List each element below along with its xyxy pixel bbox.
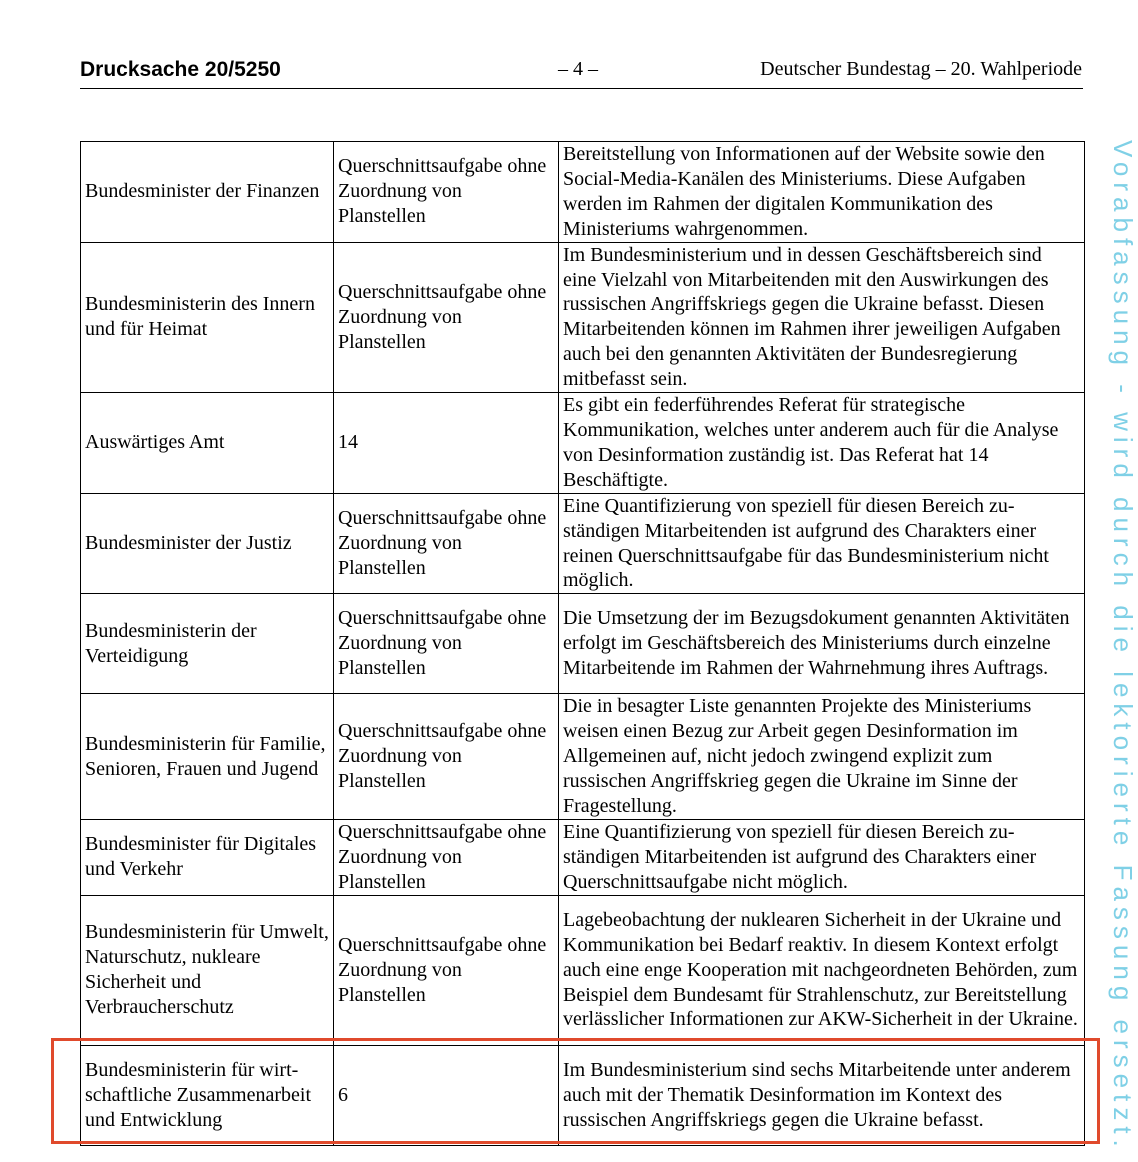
staff-cell: 6	[334, 1045, 559, 1145]
description-cell: Im Bundesministerium sind sechs Mitarbeitende unter anderem auch mit der Thematik Desinformation im Kontext des russischen Angriffskriegs gegen die Ukraine befasst.	[559, 1045, 1085, 1145]
ministry-cell: Auswärtiges Amt	[81, 393, 334, 494]
description-cell: Eine Quantifizierung von speziell für diesen Bereich zuständigen Mitarbeitenden ist aufgrund des Charakters einer reinen Querschnittsaufgabe für das Bundesministerium nicht möglich.	[559, 493, 1085, 594]
table-row	[81, 1045, 1085, 1145]
institution-label: Deutscher Bundestag – 20. Wahlperiode	[760, 58, 1082, 80]
ministry-cell: Bundesministerin für wirtschaftliche Zusammenarbeit und Entwicklung	[81, 1045, 334, 1145]
header-rule	[80, 88, 1083, 89]
description-cell: Die Umsetzung der im Bezugsdokument genannten Aktivitäten erfolgt im Geschäftsbereich des Ministeriums durch einzelne Mitarbeitende im Rahmen der Wahrnehmung ihres Auftrags.	[559, 594, 1085, 694]
staff-cell: Querschnittsaufgabe ohne Zuordnung von Planstellen	[334, 142, 559, 243]
table-row	[81, 242, 1085, 392]
table-row	[81, 694, 1085, 820]
staff-cell: Querschnittsaufgabe ohne Zuordnung von Planstellen	[334, 819, 559, 895]
ministry-cell: Bundesminister für Digitales und Verkehr	[81, 819, 334, 895]
table-row	[81, 819, 1085, 895]
description-cell: Lagebeobachtung der nuklearen Sicherheit in der Ukraine und Kommunikation bei Bedarf reaktiv. In diesem Kontext erfolgt auch eine enge Kooperation mit nachgeordneten Behörden, zum Beispiel dem Bundesamt für Strahlenschutz, zur Bereitstellung verlässlicher Informationen zur AKW-Sicherheit in der Ukraine.	[559, 895, 1085, 1045]
ministry-cell: Bundesminister der Finanzen	[81, 142, 334, 243]
side-watermark-text: Vorabfassung - wird durch die lektorierte Fassung ersetzt.	[1108, 140, 1138, 1153]
description-cell: Eine Quantifizierung von speziell für diesen Bereich zuständigen Mitarbeitenden ist aufgrund des Charakters einer Querschnittsaufgabe nicht möglich.	[559, 819, 1085, 895]
ministry-cell: Bundesministerin für Umwelt, Naturschutz, nukleare Sicherheit und Verbraucherschutz	[81, 895, 334, 1045]
staff-table	[80, 141, 1085, 1146]
ministry-cell: Bundesministerin des Innern und für Heimat	[81, 242, 334, 392]
description-cell: Die in besagter Liste genannten Projekte des Ministeriums weisen einen Bezug zur Arbeit gegen Desinformation im Allgemeinen auf, nicht jedoch zwingend explizit zum russischen Angriffskrieg gegen die Ukraine im Sinne der Fragestellung.	[559, 694, 1085, 820]
table-row	[81, 493, 1085, 594]
table-row	[81, 393, 1085, 494]
table-row	[81, 594, 1085, 694]
staff-cell: 14	[334, 393, 559, 494]
document-number: Drucksache 20/5250	[80, 58, 281, 81]
staff-cell: Querschnittsaufgabe ohne Zuordnung von Planstellen	[334, 242, 559, 392]
staff-cell: Querschnittsaufgabe ohne Zuordnung von Planstellen	[334, 493, 559, 594]
side-watermark	[1108, 140, 1138, 1153]
staff-cell: Querschnittsaufgabe ohne Zuordnung von Planstellen	[334, 895, 559, 1045]
ministry-cell: Bundesministerin der Verteidigung	[81, 594, 334, 694]
table-row	[81, 895, 1085, 1045]
ministry-cell: Bundesminister der Justiz	[81, 493, 334, 594]
staff-cell: Querschnittsaufgabe ohne Zuordnung von Planstellen	[334, 594, 559, 694]
description-cell: Im Bundesministerium und in dessen Geschäftsbereich sind eine Vielzahl von Mitarbeitenden mit den Auswirkungen des russischen Angriffskriegs gegen die Ukraine befasst. Diesen Mitarbeitenden können im Rahmen ihrer jeweiligen Aufgaben auch bei den genannten Aktivitäten der Bundesregierung mitbefasst sein.	[559, 242, 1085, 392]
description-cell: Bereitstellung von Informationen auf der Website sowie den Social-Media-Kanälen des Ministeriums. Diese Aufgaben werden im Rahmen der digitalen Kommunikation des Ministeriums wahrgenommen.	[559, 142, 1085, 243]
staff-cell: Querschnittsaufgabe ohne Zuordnung von Planstellen	[334, 694, 559, 820]
table-row	[81, 142, 1085, 243]
page-number: – 4 –	[558, 58, 598, 80]
description-cell: Es gibt ein federführendes Referat für strategische Kommunikation, welches unter anderem auch für die Analyse von Desinformation zuständig ist. Das Referat hat 14 Beschäftigte.	[559, 393, 1085, 494]
ministry-cell: Bundesministerin für Familie, Senioren, Frauen und Jugend	[81, 694, 334, 820]
